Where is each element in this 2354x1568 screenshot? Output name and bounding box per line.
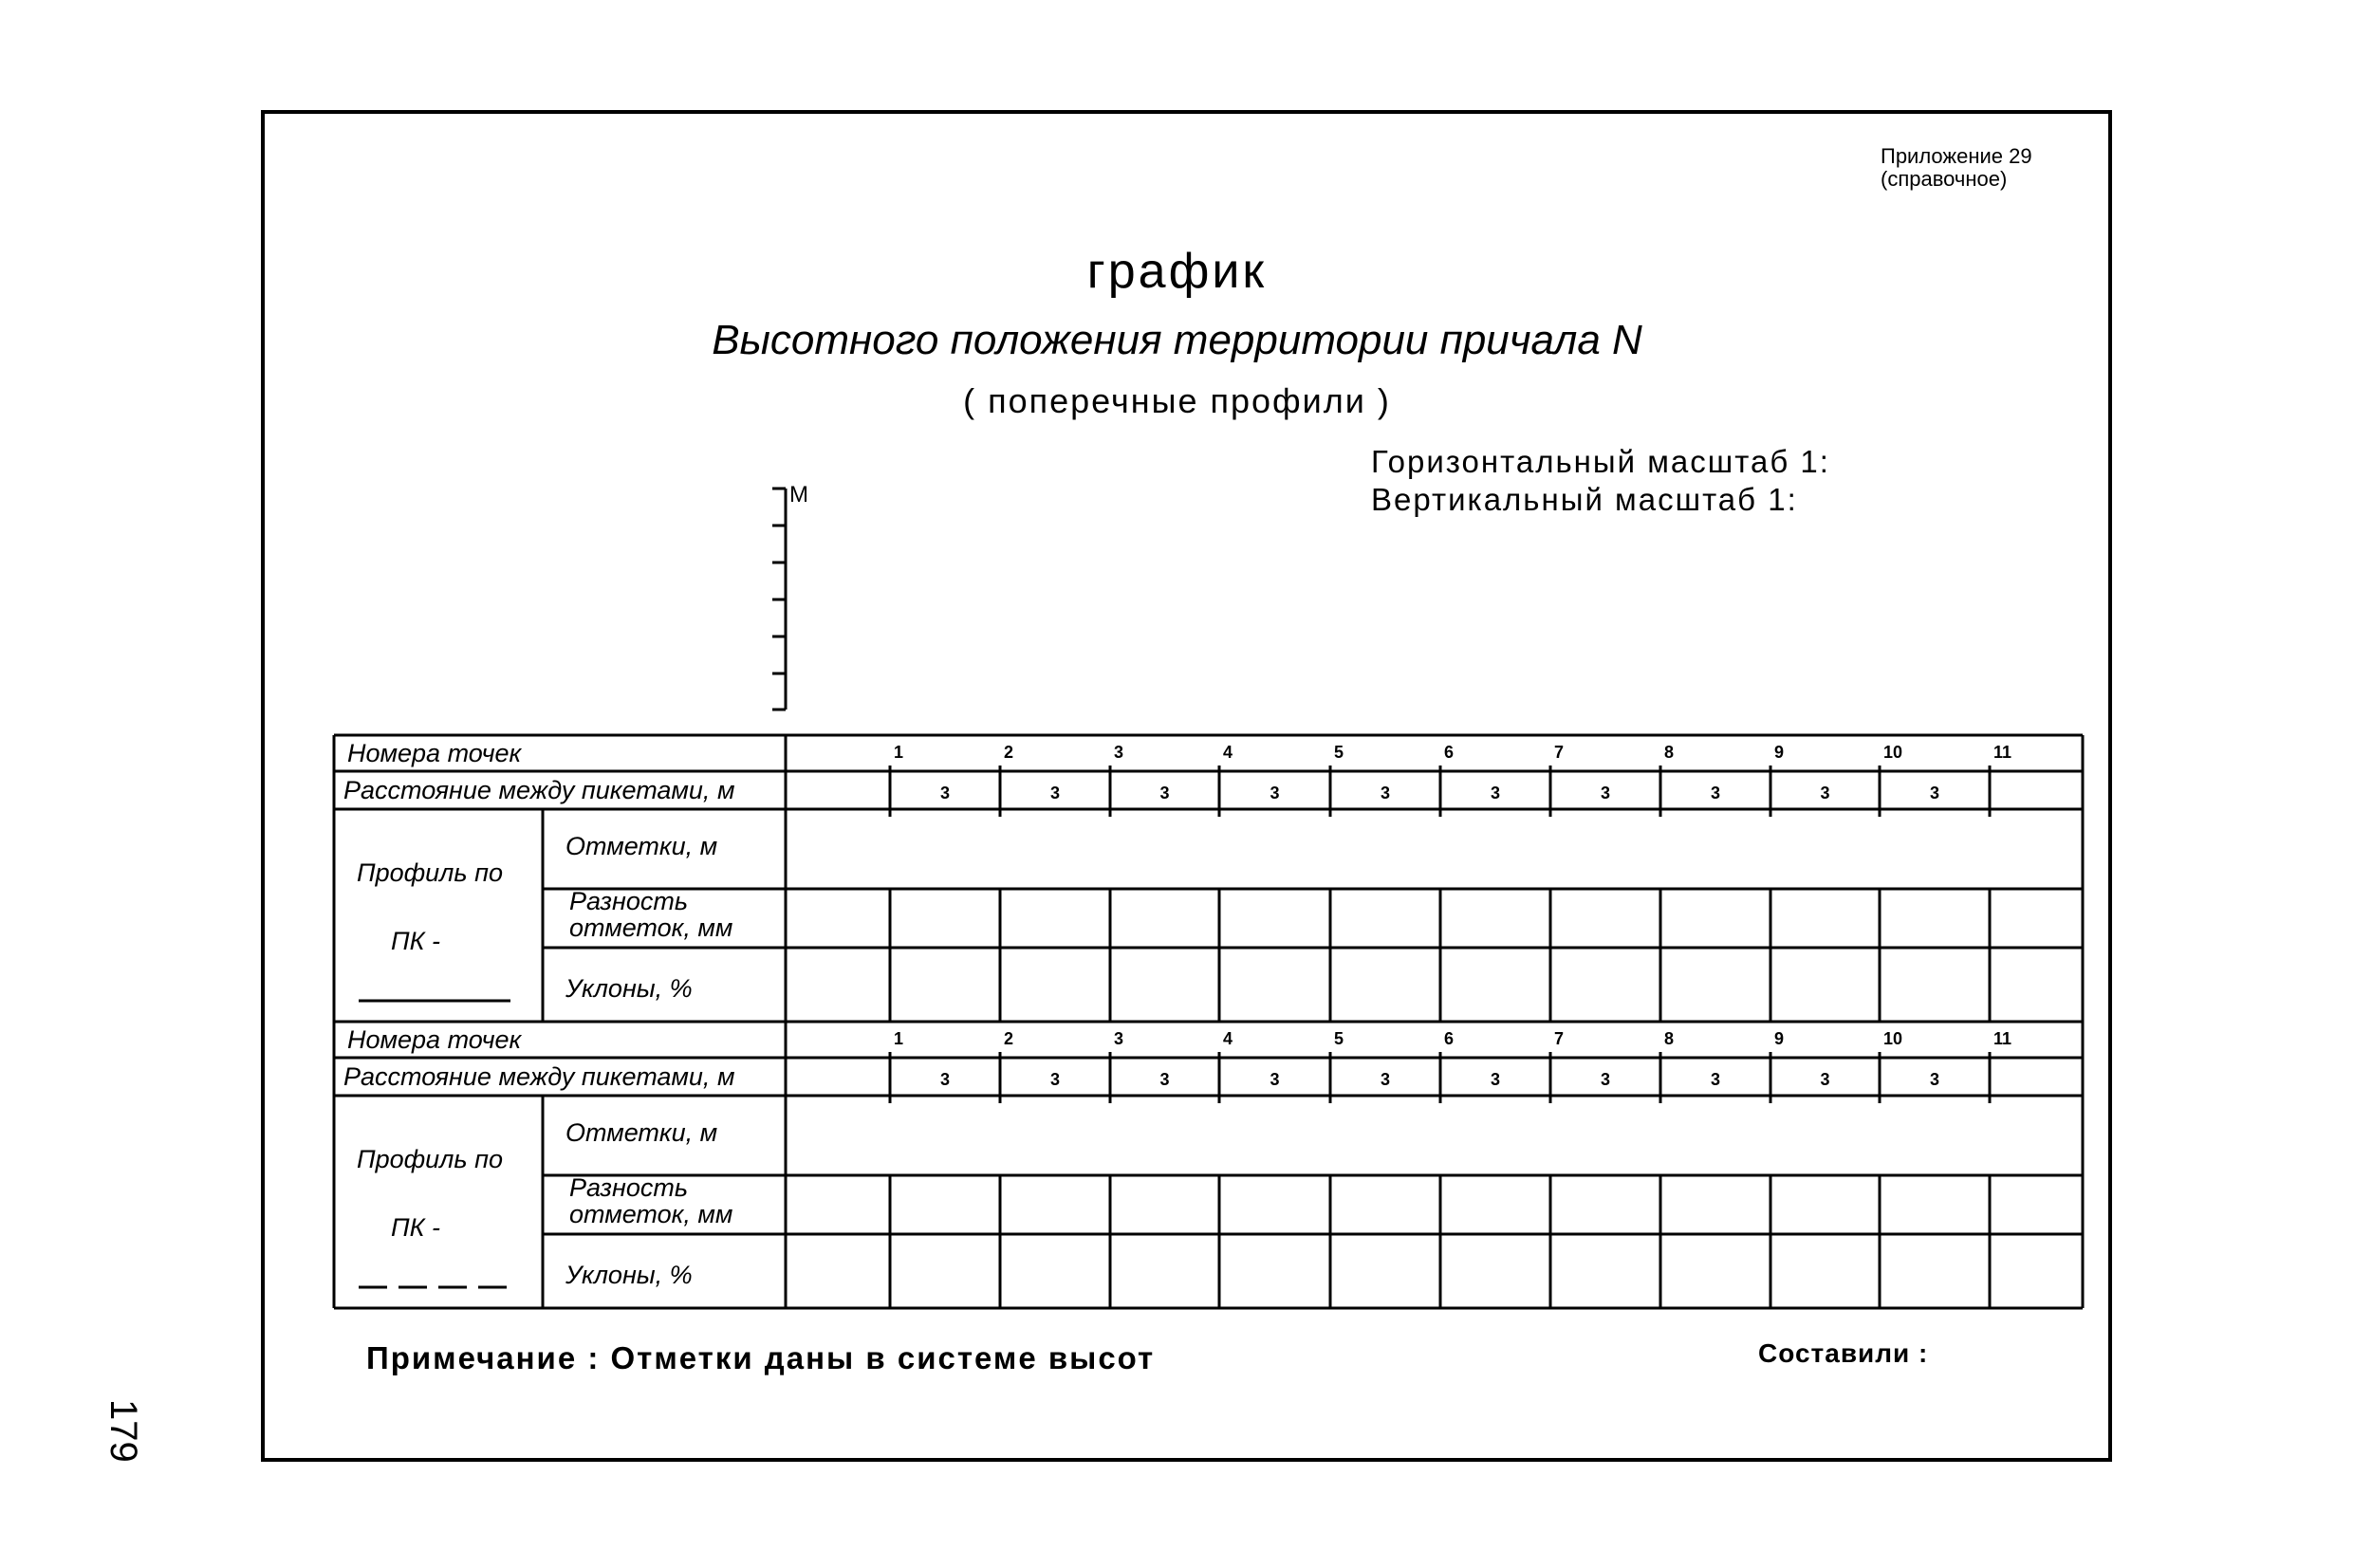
appendix-line1: Приложение 29 (1881, 144, 2032, 168)
horizontal-scale: Горизонтальный масштаб 1: (1371, 444, 1830, 479)
sub-row-slopes: Уклоны, % (565, 1261, 693, 1289)
distance-value: 3 (1380, 784, 1391, 802)
sub-row-elevations: Отметки, м (565, 1118, 718, 1147)
distance-value: 3 (1600, 1070, 1611, 1089)
distance-value: 3 (1820, 784, 1830, 802)
page-subtitle-2: ( поперечные профили ) (963, 381, 1391, 420)
profile-label: Профиль по (357, 1145, 503, 1173)
point-number: 5 (1334, 1029, 1344, 1048)
distance-value: 3 (1270, 784, 1280, 802)
point-number: 10 (1883, 743, 1903, 762)
distance-value: 3 (939, 784, 951, 802)
point-number: 3 (1114, 1029, 1124, 1048)
distance-value: 3 (1710, 784, 1721, 802)
row-label-point-numbers: Номера точек (347, 1025, 522, 1054)
point-number: 9 (1774, 1029, 1785, 1048)
pk-label: ПК - (391, 1213, 440, 1242)
point-number: 1 (894, 743, 904, 762)
point-number: 3 (1114, 743, 1124, 762)
distance-value: 3 (1490, 1070, 1501, 1089)
point-number: 8 (1664, 743, 1675, 762)
page-subtitle: Высотного положения территории причала N (712, 317, 1642, 363)
page-title: график (1086, 244, 1268, 299)
profile-label: Профиль по (357, 858, 503, 887)
point-number: 4 (1223, 743, 1233, 762)
sub-row-elevations: Отметки, м (565, 832, 718, 860)
point-number: 2 (1004, 1029, 1014, 1048)
distance-value: 3 (1159, 784, 1170, 802)
pk-label: ПК - (391, 927, 440, 955)
point-number: 11 (1993, 1029, 2012, 1048)
distance-value: 3 (1490, 784, 1501, 802)
sub-row-difference-line2: отметок, мм (569, 1200, 733, 1228)
point-number: 4 (1223, 1029, 1233, 1048)
point-number: 7 (1554, 1029, 1565, 1048)
point-number: 6 (1444, 1029, 1455, 1048)
distance-value: 3 (1159, 1070, 1170, 1089)
sub-row-slopes: Уклоны, % (565, 974, 693, 1003)
point-number: 10 (1883, 1029, 1903, 1048)
sub-row-difference-line2: отметок, мм (569, 913, 733, 942)
sub-row-difference-line1: Разность (569, 1173, 689, 1202)
distance-value: 3 (1049, 784, 1061, 802)
page-number: 179 (102, 1399, 144, 1463)
appendix-line2: (справочное) (1881, 166, 2008, 191)
row-label-point-numbers: Номера точек (347, 739, 522, 767)
distance-value: 3 (939, 1070, 951, 1089)
distance-value: 3 (1820, 1070, 1830, 1089)
vertical-scale: Вертикальный масштаб 1: (1371, 482, 1798, 517)
row-label-distance: Расстояние между пикетами, м (343, 1062, 735, 1091)
point-number: 8 (1664, 1029, 1675, 1048)
row-label-distance: Расстояние между пикетами, м (343, 776, 735, 804)
distance-value: 3 (1270, 1070, 1280, 1089)
point-number: 7 (1554, 743, 1565, 762)
distance-value: 3 (1600, 784, 1611, 802)
compiled-by: Составили : (1758, 1338, 1929, 1368)
ruler-unit-label: М (789, 482, 808, 507)
distance-value: 3 (1710, 1070, 1721, 1089)
distance-value: 3 (1049, 1070, 1061, 1089)
note-text: Примечание : Отметки даны в системе высот (366, 1340, 1156, 1375)
point-number: 5 (1334, 743, 1344, 762)
point-number: 6 (1444, 743, 1455, 762)
distance-value: 3 (1929, 1070, 1940, 1089)
sub-row-difference-line1: Разность (569, 887, 689, 915)
point-number: 2 (1004, 743, 1014, 762)
point-number: 9 (1774, 743, 1785, 762)
elevation-ruler (772, 489, 786, 710)
point-number: 1 (894, 1029, 904, 1048)
distance-value: 3 (1929, 784, 1940, 802)
point-number: 11 (1993, 743, 2012, 762)
distance-value: 3 (1380, 1070, 1391, 1089)
